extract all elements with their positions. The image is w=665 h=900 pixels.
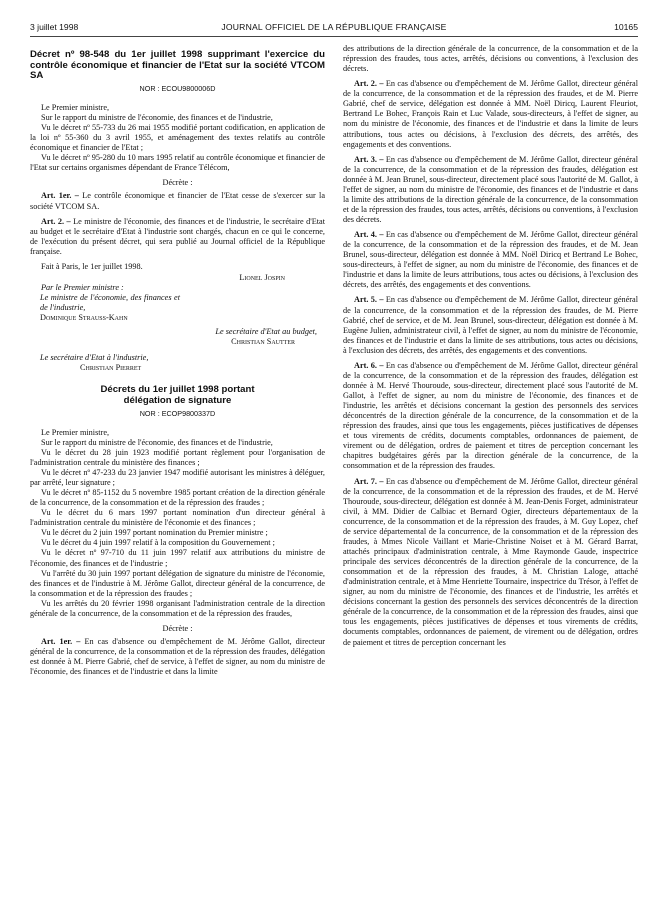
article-label: Art. 1er. – bbox=[41, 636, 81, 646]
article-text: En cas d'absence ou d'empêchement de M. Jérôme Gallot, directeur général de la concurrence, de la consommation et de la répression des fraudes, délégation est donnée à M. Jean Brunel, sous-directeur, directement placé sous l'autorité de M. Gallot, à l'effet de signer, au nom du ministre de l'économie, des finances et de l'industrie et dans la limite des attributions de la direction générale de la concurrence, de la consommation et de la répression des fraudes, tous actes, arrêtés, décisions ou conventions, à l'exclusion des décrets. bbox=[343, 154, 638, 224]
page-header bbox=[30, 22, 638, 37]
header-page-number: 10165 bbox=[614, 22, 638, 32]
decree2-article-7 bbox=[343, 477, 638, 648]
decree2-article-2 bbox=[343, 79, 638, 149]
ministre-name: Dominique Strauss-Kahn bbox=[40, 313, 128, 323]
article-text: En cas d'absence ou d'empêchement de M. Jérôme Gallot, directeur général de la concurrence, de la consommation et de la répression des fraudes, délégation est donnée à M. Pierre Gabrié, chef de service, à l'effet de signer, au nom du ministre de l'économie, des finances et de l'industrie et dans la limite bbox=[30, 636, 325, 677]
decree2-article-3 bbox=[343, 155, 638, 225]
decree2-para: Le Premier ministre, bbox=[41, 427, 110, 437]
decree1-article-2 bbox=[30, 217, 325, 257]
decree1-para: Le Premier ministre, bbox=[41, 102, 110, 112]
decree1-nor: NOR : ECOU9800006D bbox=[139, 84, 216, 94]
decree2-article-1-continued: des attributions de la direction générale de la concurrence, de la consommation et de la répression des fraudes, tous actes, arrêtés, décisions ou conventions, à l'exclusion des décrets. bbox=[343, 44, 638, 74]
article-label: Art. 6. – bbox=[354, 360, 384, 370]
decree2-para: Vu le décret du 4 juin 1997 relatif à la composition du Gouvernement ; bbox=[41, 538, 275, 548]
header-journal-title: JOURNAL OFFICIEL DE LA RÉPUBLIQUE FRANÇAISE bbox=[221, 22, 447, 32]
decree1-decrete: Décrète : bbox=[162, 178, 193, 188]
budget-name: Christian Sautter bbox=[231, 337, 295, 347]
article-text: En cas d'absence ou d'empêchement de M. Jérôme Gallot, directeur général de la concurrence, de la consommation et de la répression des fraudes, de M. Pierre Gabrié, chef de service, et de M. Jean Brunel, sous-directeur, délégation est donnée à M. Eugène Julien, administrateur civil, à l'effet de signer, au nom du ministre de l'économie, des finances et de l'industrie et dans la limite de ses attributions, tous actes ou décisions, à l'exclusion des décrets, des arrêtés, des engagements et des conventions. bbox=[343, 295, 638, 355]
decree2-para: Vu le décret du 28 juin 1923 modifié portant règlement pour l'organisation de l'administration centrale du ministère des finances ; bbox=[30, 447, 325, 467]
decree1-fait: Fait à Paris, le 1er juillet 1998. bbox=[41, 261, 143, 271]
ministre-title: Le ministre de l'économie, des finances et de l'industrie, bbox=[40, 293, 180, 313]
decree2-para: Vu le décret du 6 mars 1997 portant nomination d'un directeur général à l'administration centrale du ministère de l'économie et des finances ; bbox=[30, 508, 325, 528]
article-text: En cas d'absence ou d'empêchement de M. Jérôme Gallot, directeur général de la concurrence, de la consommation et de la répression des fraudes, délégation est donnée à M. Hervé Thouroude, sous-directeur, directement placé sous l'autorité de M. Gallot, à l'effet de signer, au nom du ministre de l'économie, des finances et de l'industrie, les arrêtés et décisions concernant la gestion des personnels des services déconcentrés de la direction générale de la concurrence, de la consommation et de la répression des fraudes, ainsi que tous les engagements, pièces justificatives de dépenses et tous virements de crédits, documents comptables, ordonnances de paiement, de virement ou de délégation, ordres de paiement et titres de perception concernant les chapitres budgétaires gérés par la direction générale de la concurrence, de la consommation et de la répression des fraudes. bbox=[343, 360, 638, 471]
signature-prime-minister: Lionel Jospin bbox=[239, 272, 285, 282]
article-label: Art. 2. – bbox=[41, 216, 71, 226]
article-label: Art. 4. – bbox=[354, 230, 384, 240]
industrie-name: Christian Pierret bbox=[80, 363, 142, 373]
decree1-title: Décret nº 98-548 du 1er juillet 1998 supprimant l'exercice du contrôle économique et financier de l'Etat sur la société VTCOM SA bbox=[30, 49, 325, 82]
decree2-para: Vu le décret du 2 juin 1997 portant nomination du Premier ministre ; bbox=[41, 528, 268, 538]
budget-title: Le secrétaire d'Etat au budget, bbox=[215, 327, 317, 337]
article-text: En cas d'absence ou d'empêchement de M. Jérôme Gallot, directeur général de la concurrence, de la consommation et de la répression des fraudes, et de M. Jean Brunel, sous-directeur, délégation est donnée à MM. Noël Diricq et Bertrand Le Bohec, sous-directeurs, à l'effet de signer, au nom du ministre de l'économie, des finances et de l'industrie et dans la limite de leurs attributions, tous actes ou décisions, à l'exclusion des décrets, des arrêtés, des engagements et des conventions. bbox=[343, 230, 638, 290]
right-column bbox=[343, 44, 638, 896]
decree2-article-6 bbox=[343, 361, 638, 472]
decree2-decrete: Décrète : bbox=[162, 623, 193, 633]
decree1-para: Vu le décret nº 95-280 du 10 mars 1995 relatif au contrôle économique et financier de l'Etat sur certains organismes dépendant de France Télécom, bbox=[30, 153, 325, 173]
decree2-title: Décrets du 1er juillet 1998 portant délégation de signature bbox=[100, 384, 255, 407]
decree2-article-4 bbox=[343, 230, 638, 290]
decree2-para: Vu l'arrêté du 30 juin 1997 portant délégation de signature du ministre de l'économie, des finances et de l'industrie à M. Jérôme Gallot, directeur général de la concurrence, de la consommation et de la répression des fraudes ; bbox=[30, 568, 325, 598]
article-label: Art. 2. – bbox=[354, 79, 384, 89]
par-premier-ministre: Par le Premier ministre : bbox=[41, 282, 124, 292]
decree1-para: Vu le décret nº 55-733 du 26 mai 1955 modifié portant codification, en application de la loi nº 55-360 du 3 avril 1955, et aménagement des textes relatifs au contrôle économique et financier de l'Etat ; bbox=[30, 123, 325, 153]
article-text: En cas d'absence ou d'empêchement de M. Jérôme Gallot, directeur général de la concurrence, de la consommation et de la répression des fraudes, et de M. Hervé Thouroude, sous-directeur, délégation est donnée à M. Jean-Denis Forget, administrateur civil, à MM. Didier de Calbiac et Bernard Ogier, directeurs départementaux de la concurrence, de la consommation et de la répression des fraudes, à M. Guy Lopez, chef de service départemental de la concurrence, de la consommation et de la répression des fraudes, à Mmes Nicole Vaillant et Marie-Christine Noiset et à M. Gérard Barrat, attachés principaux d'administration centrale, à Mme Raymonde Gaude, inspectrice principale des services déconcentrés de la direction générale de la concurrence, de la consommation et de la répression des fraudes, à M. Christian Laloge, attaché d'administration centrale, et à Mme Henriette Tournaire, inspectrice du Trésor, à l'effet de signer, au nom du ministre de l'économie, des finances et de l'industrie, les arrêtés et décisions concernant la gestion des personnels des services déconcentrés de la direction générale de la concurrence, de la consommation et de la répression des fraudes, ainsi que tous les engagements, pièces justificatives de dépenses et tous virements de crédits, documents comptables, ordonnances de paiement, de virement ou de délégation, ordres de paiement et titres de perception concernant les bbox=[343, 476, 638, 647]
article-label: Art. 5. – bbox=[354, 295, 384, 305]
decree1-article-1 bbox=[30, 191, 325, 211]
decree2-article-5 bbox=[343, 295, 638, 355]
article-label: Art. 3. – bbox=[354, 154, 384, 164]
left-column bbox=[30, 44, 325, 896]
header-date: 3 juillet 1998 bbox=[30, 22, 79, 32]
article-label: Art. 1er. – bbox=[41, 191, 79, 201]
decree2-para: Vu le décret nº 85-1152 du 5 novembre 1985 portant création de la direction générale de la concurrence, de la consommation et de la répression des fraudes ; bbox=[30, 488, 325, 508]
decree2-para: Vu le décret nº 97-710 du 11 juin 1997 relatif aux attributions du ministre de l'économie, des finances et de l'industrie ; bbox=[30, 548, 325, 568]
article-text: Le contrôle économique et financier de l'Etat cesse de s'exercer sur la société VTCOM SA. bbox=[30, 191, 325, 211]
decree2-article-1 bbox=[30, 637, 325, 677]
decree2-para: Vu le décret nº 47-233 du 23 janvier 1947 modifié autorisant les ministres à déléguer, par arrêté, leur signature ; bbox=[30, 467, 325, 488]
article-text: En cas d'absence ou d'empêchement de M. Jérôme Gallot, directeur général de la concurrence, de la consommation et de la répression des fraudes, et de M. Pierre Gabrié, chef de service, délégation est donnée à MM. Noël Diricq, Laurent Fleuriot, Bertrand Le Bohec, François Rain et Luc Valade, sous-directeurs, à l'effet de signer, au nom du ministre de l'économie, des finances et de l'industrie et dans la limite de leurs attributions, tous actes ou décisions, à l'exclusion des décrets, des arrêtés, des engagements et des conventions. bbox=[343, 79, 638, 149]
article-text: Le ministre de l'économie, des finances et de l'industrie, le secrétaire d'Etat au budget et le secrétaire d'Etat à l'industrie sont chargés, chacun en ce qui le concerne, de l'exécution du présent décret, qui sera publié au Journal officiel de la République française. bbox=[30, 216, 325, 256]
decree1-para: Sur le rapport du ministre de l'économie, des finances et de l'industrie, bbox=[41, 113, 273, 123]
article-label: Art. 7. – bbox=[354, 476, 384, 486]
decree2-nor: NOR : ECOP9800337D bbox=[139, 408, 216, 418]
industrie-title: Le secrétaire d'Etat à l'industrie, bbox=[40, 353, 149, 363]
decree2-para: Sur le rapport du ministre de l'économie, des finances et de l'industrie, bbox=[41, 437, 273, 447]
decree2-para: Vu les arrêtés du 20 février 1998 organisant l'administration centrale de la direction générale de la concurrence, de la consommation et de la répression des fraudes, bbox=[30, 598, 325, 618]
